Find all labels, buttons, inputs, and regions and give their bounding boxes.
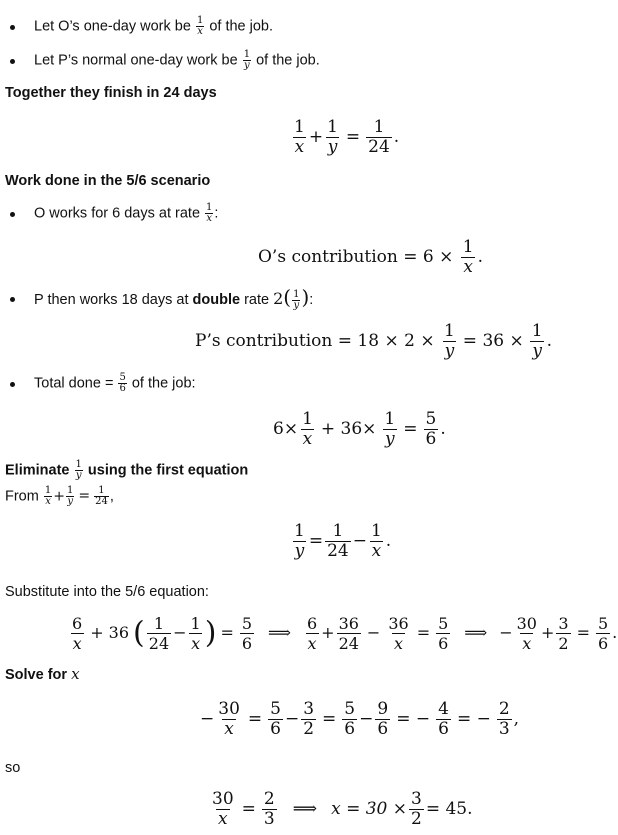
- section-heading: Together they finish in 24 days: [5, 85, 217, 101]
- equation-o-contribution: O’s contribution = 6 × $\frac{1}{x}$ .: [258, 237, 484, 277]
- fraction: $\frac{1}{y}$: [293, 288, 300, 311]
- bullet-item: Let O’s one-day work be $\frac{1}{x}$ of the job.: [34, 15, 274, 37]
- equation-substitution: $\frac{6}{x}$ + 36 ( $\frac{1}{24}$ − $\frac{1}{x}$ ) = $\frac{5}{6}$ ⟹ $\frac{6}{x}$ + $\frac{36}{24}$ − $\frac{36}{x}$ = $\frac{5}{6}$ ⟹ − $\frac{30}{x}$ + $\frac{3}{2}$ = $\frac{5}{6}$ .: [72, 614, 618, 653]
- fraction: $\frac{1}{y}$: [243, 49, 251, 71]
- bullet-item: O works for 6 days at rate $\frac{1}{x}$ :: [34, 202, 219, 224]
- bullet-dot: [10, 297, 15, 302]
- bullet-dot: [10, 59, 15, 64]
- bullet-dot: [10, 212, 15, 217]
- equation-total: 6× $\frac{1}{x}$ + 36× $\frac{1}{y}$ = $\frac{5}{6}$ .: [273, 409, 446, 449]
- bullet-dot: [10, 382, 15, 387]
- fraction: $\frac{1}{x}$: [206, 202, 213, 224]
- bullet-item: P then works 18 days at double rate 2( $\frac{1}{y}$ ):: [34, 285, 314, 311]
- paragraph: so: [5, 760, 21, 776]
- equation-final: $\frac{30}{x}$ = $\frac{2}{3}$ ⟹ x = 30 × $\frac{3}{2}$ = 45.: [212, 789, 473, 829]
- section-heading: Eliminate $\frac{1}{y}$ using the first equation: [5, 459, 249, 481]
- fraction: $\frac{1}{x}$: [196, 15, 204, 37]
- equation-p-contribution: P’s contribution = 18 × 2 × $\frac{1}{y}$ = 36 × $\frac{1}{y}$ .: [195, 321, 552, 361]
- bullet-dot: [10, 25, 15, 30]
- fraction: $\frac{5}{6}$: [119, 372, 126, 394]
- paragraph: Substitute into the 5/6 equation:: [5, 584, 209, 600]
- from-line: From $\frac{1}{x}$ + $\frac{1}{y}$ = $\frac{1}{24}$ ,: [5, 485, 114, 507]
- equation-one-over-y: $\frac{1}{y}$ = $\frac{1}{24}$ − $\frac{1}{x}$ .: [294, 521, 392, 561]
- bullet-item: Let P’s normal one-day work be $\frac{1}{y}$ of the job.: [34, 49, 320, 71]
- section-heading: Solve for x: [5, 665, 80, 683]
- section-heading: Work done in the 5/6 scenario: [5, 173, 211, 189]
- fraction: $\frac{1}{y}$: [75, 459, 82, 481]
- equation-solve: − $\frac{30}{x}$ = $\frac{5}{6}$ − $\frac{3}{2}$ = $\frac{5}{6}$ − $\frac{9}{6}$ = − $\frac{4}{6}$ = − $\frac{2}{3}$ ,: [200, 699, 520, 739]
- equation-together: $\frac{1}{x}$ + $\frac{1}{y}$ = $\frac{1}{24}$ .: [294, 117, 400, 157]
- bullet-item: Total done = $\frac{5}{6}$ of the job:: [34, 372, 196, 394]
